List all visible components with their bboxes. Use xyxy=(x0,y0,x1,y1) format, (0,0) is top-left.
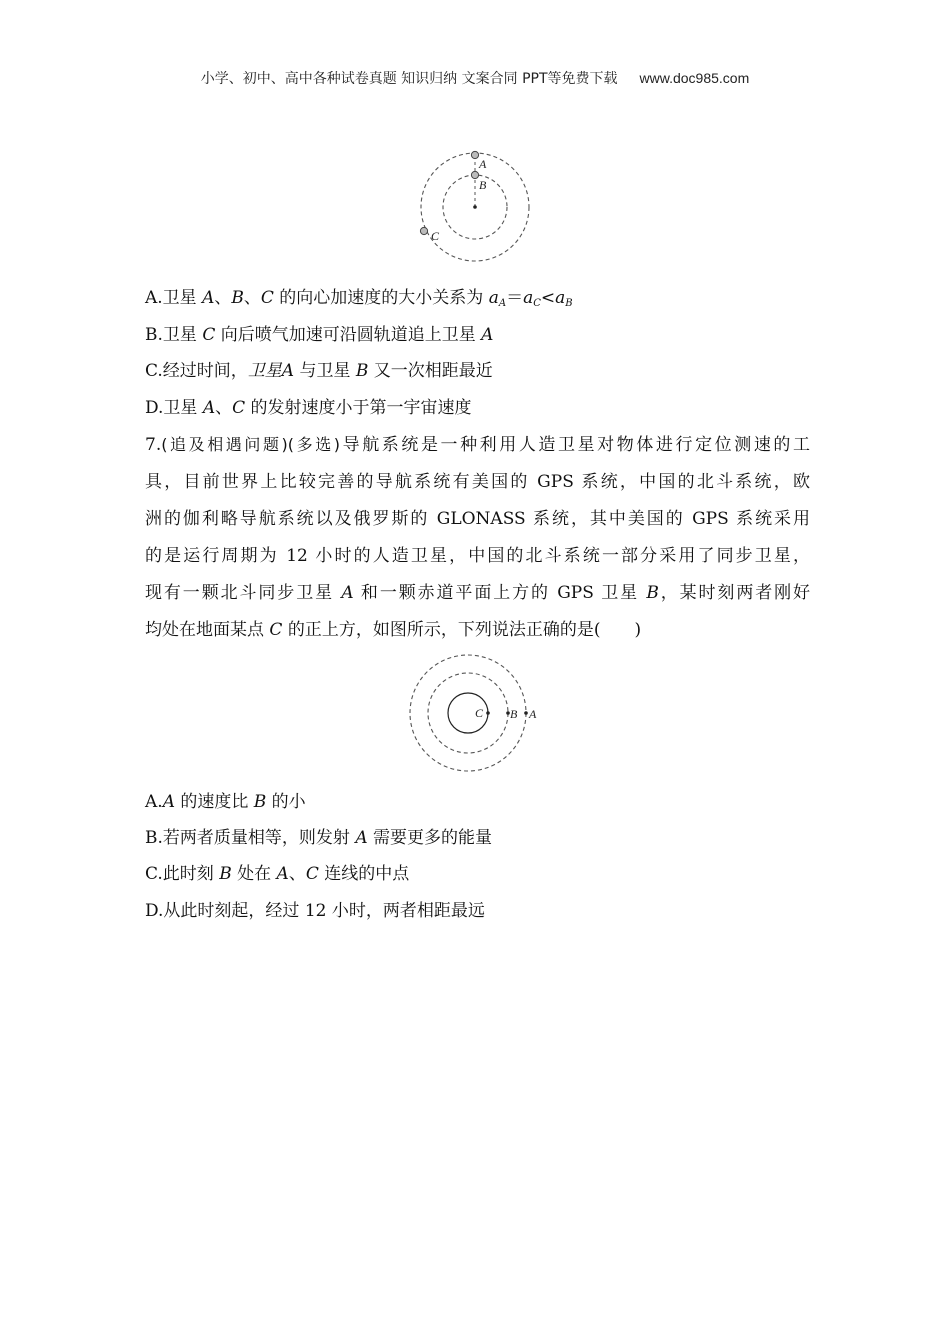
var: B xyxy=(253,792,267,812)
q6-option-a[interactable] xyxy=(145,288,573,314)
text: 均处在地面某点 xyxy=(145,620,270,640)
q6-option-b[interactable] xyxy=(145,325,493,345)
label-b: B xyxy=(479,178,487,192)
label-c: C xyxy=(431,229,440,243)
q7-line-5 xyxy=(145,575,810,612)
var: 卫星A xyxy=(247,361,295,381)
orbit-figure-2 xyxy=(402,650,552,776)
var: a xyxy=(555,288,566,308)
text: < xyxy=(540,288,556,308)
inner-orbit xyxy=(428,673,508,753)
satellite-c xyxy=(420,227,427,234)
text: 的正上方，如图所示，下列说法正确的是( ) xyxy=(282,620,642,640)
var: A xyxy=(202,398,216,418)
var: A xyxy=(162,792,175,812)
text: 现有一颗北斗同步卫星 xyxy=(145,583,342,603)
text: D.从此时刻起，经过 12 小时，两者相距最远 xyxy=(145,901,485,921)
question-number: 7. xyxy=(145,435,162,455)
subscript: B xyxy=(565,298,573,309)
var: A xyxy=(341,583,354,603)
satellite-b xyxy=(471,171,478,178)
text: 、 xyxy=(243,288,261,308)
text: C.此时刻 xyxy=(145,864,220,884)
q7-stem xyxy=(145,426,810,649)
header-text: 小学、初中、高中各种试卷真题 知识归纳 文案合同 PPT等免费下载 xyxy=(200,71,618,87)
text: A. xyxy=(145,792,163,812)
label-b: B xyxy=(510,707,518,721)
label-a: A xyxy=(529,707,537,721)
text: 、 xyxy=(215,398,233,418)
q6-option-d[interactable] xyxy=(145,398,472,418)
q7-option-c[interactable] xyxy=(145,864,409,884)
text: 的向心加速度的大小关系为 xyxy=(273,288,489,308)
var: a xyxy=(488,288,499,308)
text: 和一颗赤道平面上方的 GPS 卫星 xyxy=(353,583,647,603)
page-header xyxy=(0,68,950,88)
text: ，某时刻两者刚好 xyxy=(658,583,811,603)
text: 向后喷气加速可沿圆轨道追上卫星 xyxy=(215,325,482,345)
var: C xyxy=(202,325,216,345)
q7-option-a[interactable] xyxy=(145,792,306,812)
satellite-a-dot xyxy=(524,711,528,715)
q7-line-4: 的是运行周期为 12 小时的人造卫星，中国的北斗系统一部分采用了同步卫星， xyxy=(145,546,810,566)
q7-option-b[interactable] xyxy=(145,828,492,848)
var: A xyxy=(481,325,494,345)
var: C xyxy=(232,398,246,418)
q7-line-1 xyxy=(145,426,810,464)
var: C xyxy=(269,620,283,640)
text: 需要更多的能量 xyxy=(367,828,492,848)
var: C xyxy=(305,864,319,884)
orbit-figure-1 xyxy=(410,146,540,272)
var: A xyxy=(355,828,368,848)
label-c: C xyxy=(475,706,484,720)
var: a xyxy=(523,288,534,308)
subscript: C xyxy=(533,298,541,309)
text: ＝ xyxy=(506,288,524,308)
text: 、 xyxy=(214,288,232,308)
text: 处在 xyxy=(231,864,277,884)
var: B xyxy=(231,288,244,308)
q7-line-2: 具，目前世界上比较完善的导航系统有美国的 GPS 系统，中国的北斗系统，欧 xyxy=(145,472,810,492)
q7-line-3: 洲的伽利略导航系统以及俄罗斯的 GLONASS 系统，其中美国的 GPS 系统采用 xyxy=(145,509,810,529)
var: A xyxy=(202,288,215,308)
var: B xyxy=(355,361,369,381)
subscript: A xyxy=(498,298,507,309)
label-a: A xyxy=(479,157,487,171)
text: 又一次相距最近 xyxy=(368,361,493,381)
header-site-link[interactable]: www.doc985.com xyxy=(639,70,750,86)
satellite-a xyxy=(471,151,478,158)
q6-option-c[interactable] xyxy=(145,361,493,381)
text: 的速度比 xyxy=(174,792,254,812)
text: 与卫星 xyxy=(294,361,356,381)
earth-center-dot xyxy=(473,205,477,209)
text: 连线的中点 xyxy=(318,864,410,884)
q7-line-6 xyxy=(145,612,810,649)
q7-option-d[interactable] xyxy=(145,901,485,921)
var: A xyxy=(276,864,289,884)
text: B.卫星 xyxy=(145,325,203,345)
text: A.卫星 xyxy=(145,288,203,308)
question-tag: (追及相遇问题)(多选) xyxy=(161,435,341,454)
text: 导航系统是一种利用人造卫星对物体进行定位测速的工 xyxy=(340,435,810,455)
var: B xyxy=(646,583,659,603)
text: B.若两者质量相等，则发射 xyxy=(145,828,356,848)
point-c-dot xyxy=(486,711,490,715)
var: B xyxy=(219,864,232,884)
var: C xyxy=(260,288,274,308)
text: 的发射速度小于第一宇宙速度 xyxy=(245,398,472,418)
text: D.卫星 xyxy=(145,398,203,418)
text: 、 xyxy=(288,864,306,884)
text: C.经过时间， xyxy=(145,361,248,381)
text: 的小 xyxy=(266,792,306,812)
